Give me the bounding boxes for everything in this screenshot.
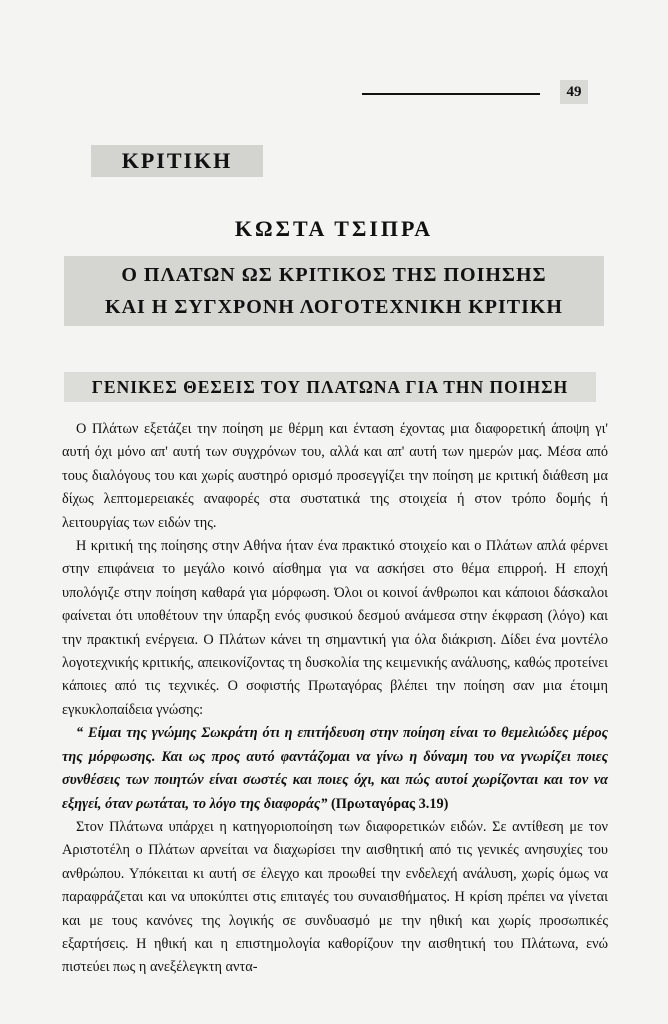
paragraph-3: Στον Πλάτωνα υπάρχει η κατηγοριοποίηση των διαφορετικών ειδών. Σε αντίθεση με τον Αριστοτέλη ο Πλάτων αρνείται να διαχωρίσει την αισθητική από τις γενικές ανησυχίες του ανθρώπου. Υπόκειται κι αυτή σε έλεγχο και προωθεί την ενδελεχή ανάλυση, χωρίς όμως να παραφράζεται και να υποκύπτει στις επιταγές του συναισθήματος. Η κρίση πρέπει να γίνεται και με τους κανόνες της λογικής σε συνδυασμό με την ηθική και χωρίς προσωπικές εξαρτήσεις. Η ηθική και η επιστημολογία καθορίζουν την αισθητική του Πλάτωνα, ενώ πιστεύει πως η ανεξέλεγκτη αντα- bbox=[62, 818, 608, 976]
body-text bbox=[62, 418, 608, 980]
page-number: 49 bbox=[560, 80, 588, 104]
section-label: ΚΡΙΤΙΚΗ bbox=[91, 145, 263, 177]
author-name: ΚΩΣΤΑ ΤΣΙΠΡΑ bbox=[234, 216, 434, 241]
article-title-line-1: Ο ΠΛΑΤΩΝ ΩΣ ΚΡΙΤΙΚΟΣ ΤΗΣ ΠΟΙΗΣΗΣ bbox=[121, 264, 547, 286]
quotation bbox=[62, 722, 608, 816]
article-title bbox=[64, 256, 604, 326]
header-rule bbox=[362, 93, 540, 95]
quotation-text: “ Είμαι της γνώμης Σωκράτη ότι η επιτήδευση στην ποίηση είναι το θεμελιώδες μέρος της μόρφωσης. Και ως προς αυτό φαντάζομαι να γίνω η δύναμη του να γνωρίζει ποιες συνθέσεις των ποιητών είναι σωστές και ποιες όχι, και πώς αυτοί χωρίζονται και τον να εξηγεί, όταν ρωτάται, το λόγο της διαφοράς” bbox=[62, 725, 608, 812]
quotation-reference: (Πρωταγόρας 3.19) bbox=[330, 795, 449, 812]
paragraph-2: Η κριτική της ποίησης στην Αθήνα ήταν ένα πρακτικό στοιχείο και ο Πλάτων απλά φέρνει στην επιφάνεια το μεγάλο κοινό αίσθημα για να ασκήσει στο θέμα επιρροή. Η εποχή υπολόγιζε στην ποίηση καθαρά για μόρφωση. Όλοι οι κοινοί άνθρωποι και κάποιοι δάσκαλοι φαίνεται ότι υποθέτουν την ύπαρξη ενός φυσικού δεσμού ανάμεσα στην έκφραση (λόγο) και την πρακτική ενέργεια. Ο Πλάτων κάνει τη σημαντική για όλα διάκριση. Δίδει ένα μοντέλο λογοτεχνικής κριτικής, απεικονίζοντας τη δυσκολία της κειμενικής ανάλυσης, καθώς προτείνει κάποιες από τις τεχνικές. Ο σοφιστής Πρωταγόρας βλέπει την ποίηση σαν μια έτοιμη εγκυκλοπαίδεια γνώσης: bbox=[62, 538, 608, 718]
paragraph-1: Ο Πλάτων εξετάζει την ποίηση με θέρμη και ένταση έχοντας μια διαφορετική άποψη γι' αυτή όχι μόνο απ' αυτή των συγχρόνων του, αλλά και απ' αυτή των ημερών μας. Μέσα από τους διαλόγους του και χωρίς αυστηρό ορισμό προσεγγίζει την ποίηση με κριτική διάθεση μα δίχως λεπτομερειακές αναφορές στα συστατικά της στοιχεία ή στον τρόπο δομής ή λειτουργίας των ειδών της. bbox=[62, 421, 608, 531]
section-heading: ΓΕΝΙΚΕΣ ΘΕΣΕΙΣ ΤΟΥ ΠΛΑΤΩΝΑ ΓΙΑ ΤΗΝ ΠΟΙΗΣΗ bbox=[64, 372, 596, 402]
article-title-line-2: ΚΑΙ Η ΣΥΓΧΡΟΝΗ ΛΟΓΟΤΕΧΝΙΚΗ ΚΡΙΤΙΚΗ bbox=[105, 296, 563, 318]
